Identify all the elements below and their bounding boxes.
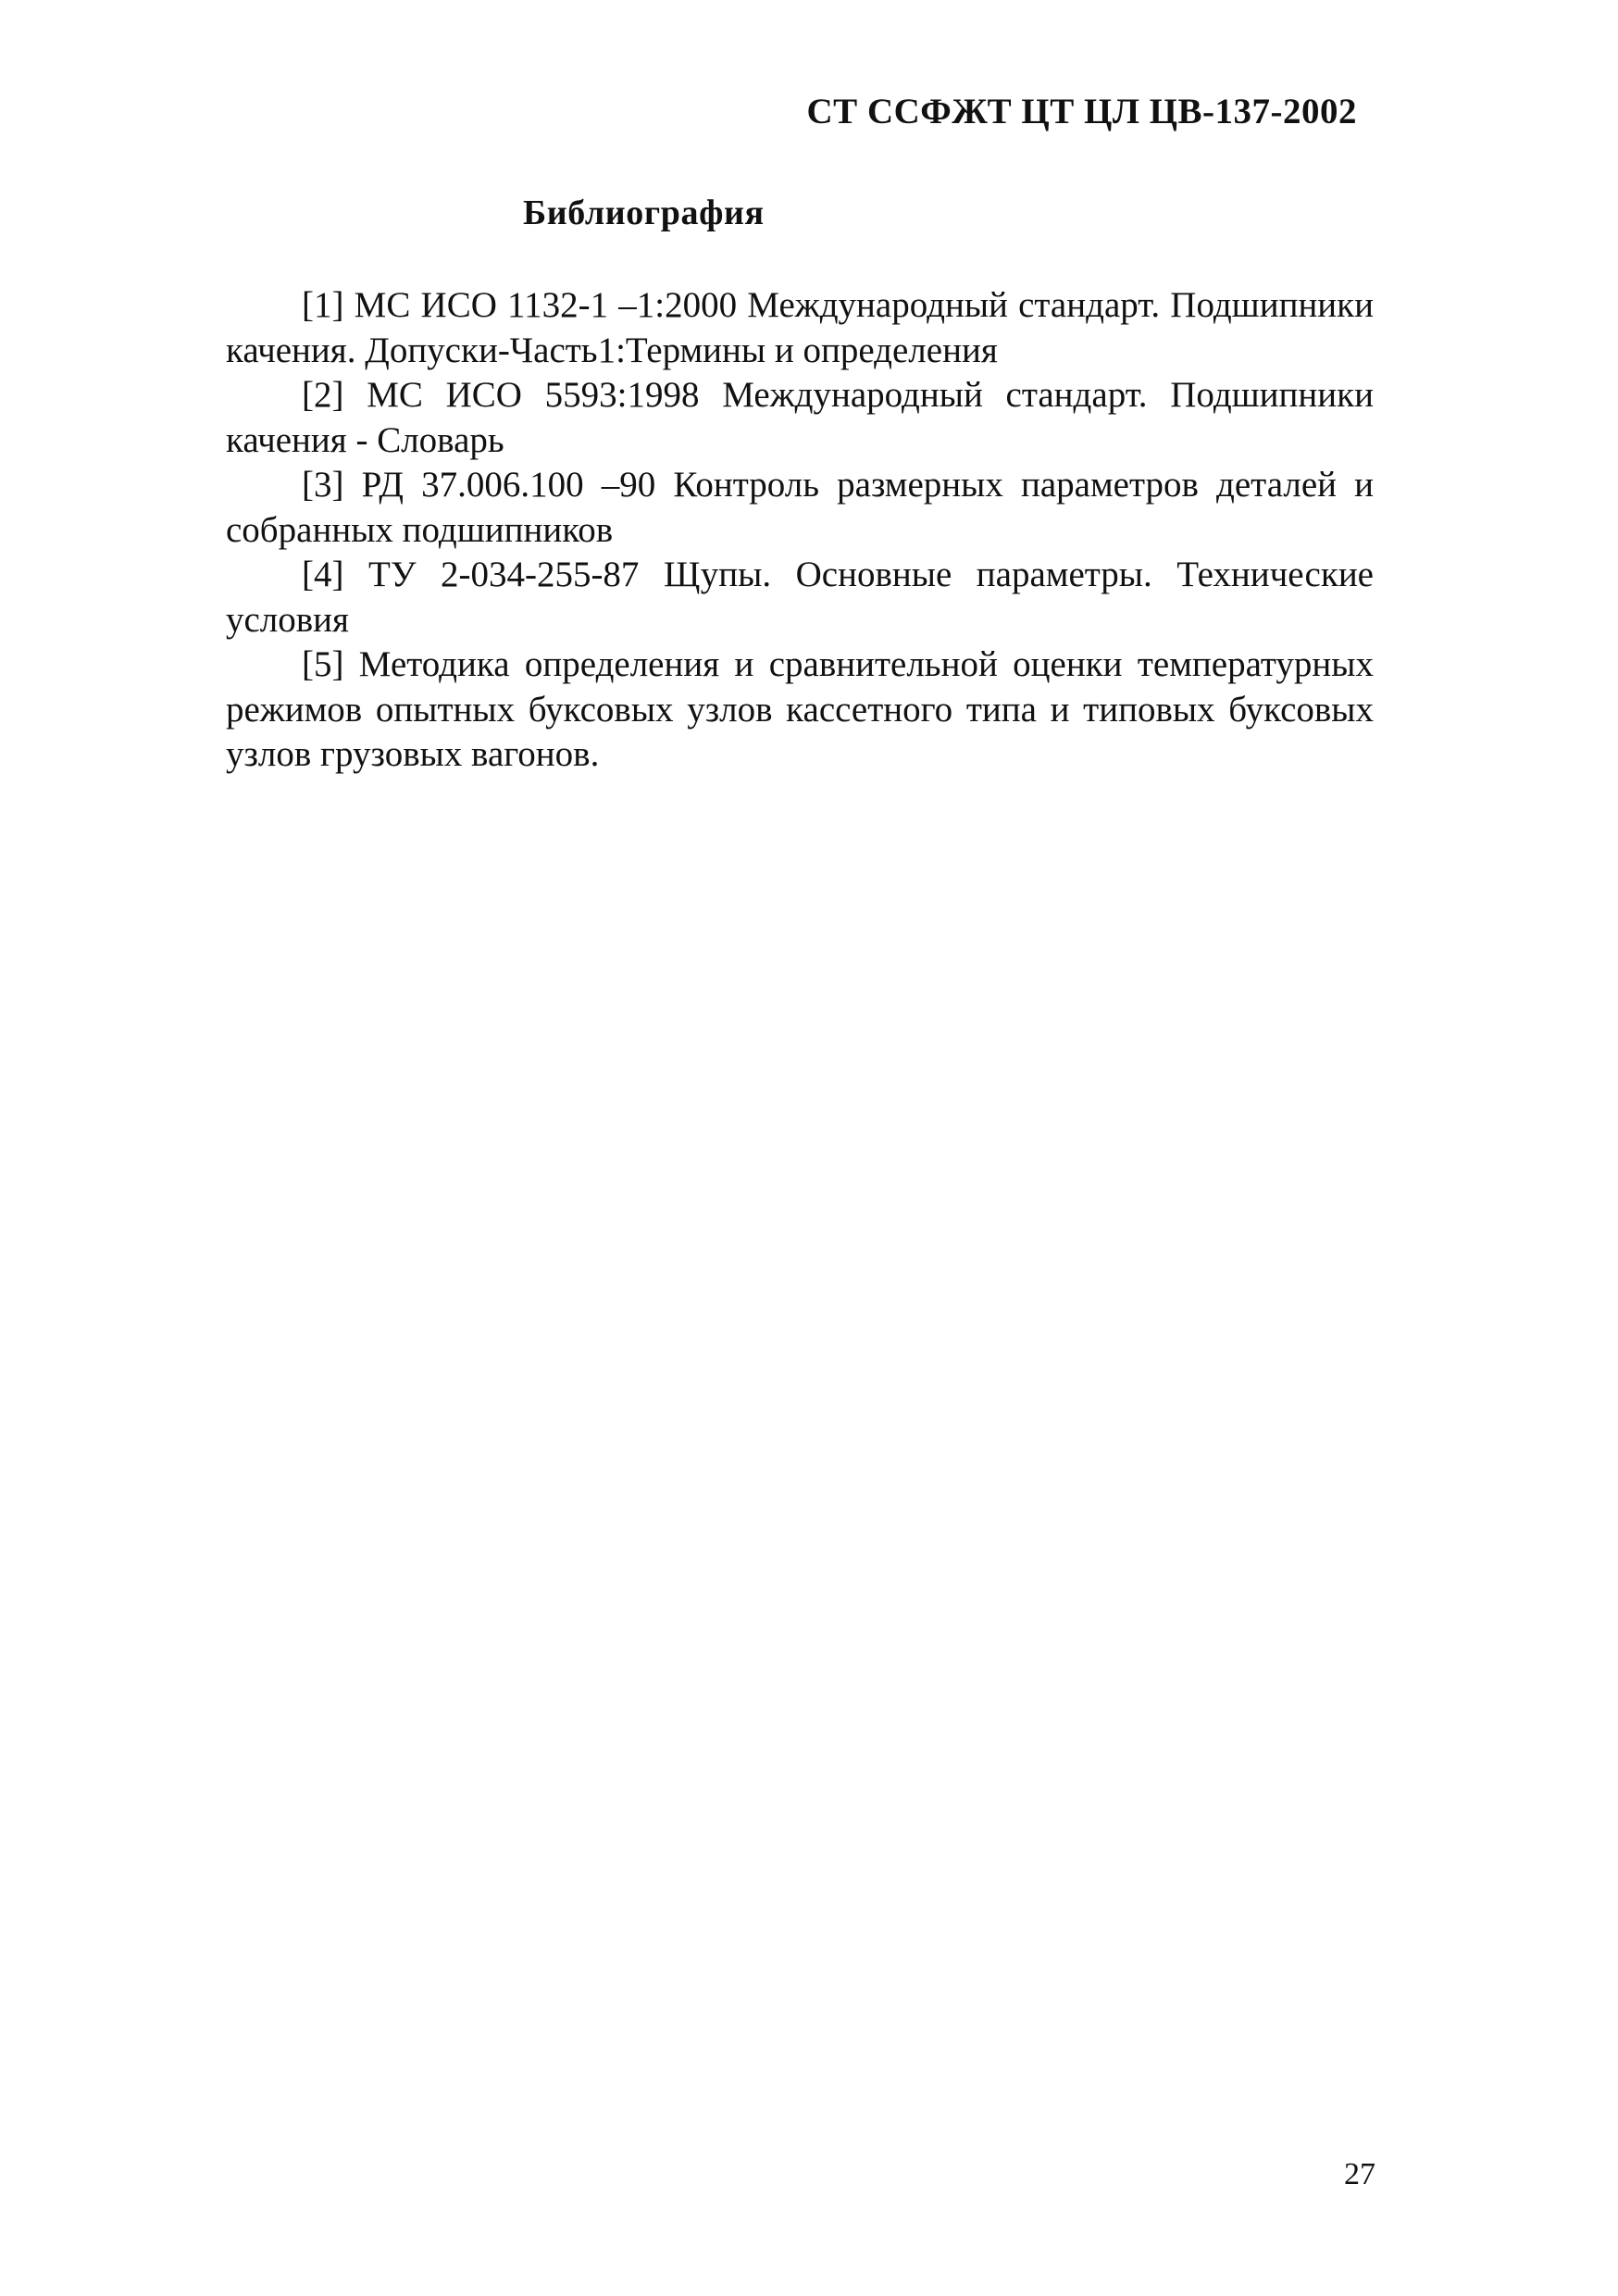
bibliography-entry: [4] ТУ 2-034-255-87 Щупы. Основные параметры. Технические условия — [226, 555, 1374, 640]
bibliography-entry: [1] МС ИСО 1132-1 –1:2000 Международный стандарт. Подшипники качения. Допуски-Часть1:Термины и определения — [226, 285, 1374, 370]
bibliography-entry: [5] Методика определения и сравнительной оценки температурных режимов опытных буксовых узлов кассетного типа и типовых буксовых узлов грузовых вагонов. — [226, 644, 1374, 774]
bibliography-list — [226, 283, 1374, 778]
section-title: Библиография — [523, 193, 765, 232]
document-code-header: СТ ССФЖТ ЦТ ЦЛ ЦВ-137-2002 — [806, 92, 1357, 131]
bibliography-entry: [2] МС ИСО 5593:1998 Международный стандарт. Подшипники качения - Словарь — [226, 375, 1374, 460]
bibliography-entry: [3] РД 37.006.100 –90 Контроль размерных параметров деталей и собранных подшипников — [226, 465, 1374, 550]
page-number: 27 — [1344, 2157, 1375, 2191]
